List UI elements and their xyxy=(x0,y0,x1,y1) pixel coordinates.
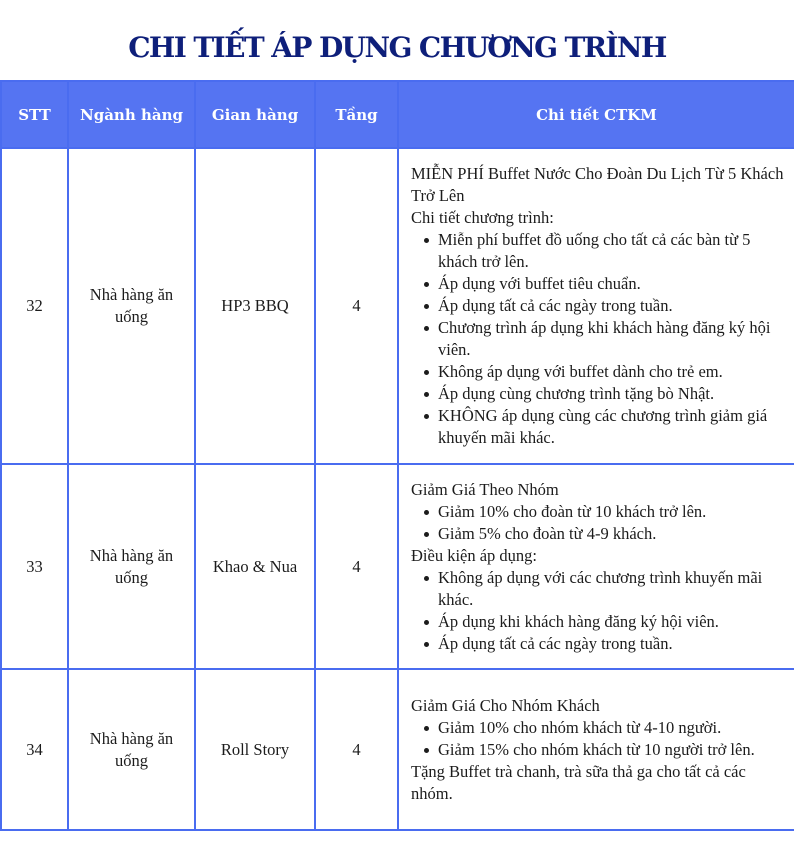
detail-bullet: Áp dụng tất cả các ngày trong tuần. xyxy=(411,295,784,317)
category-cell: Nhà hàng ăn uống xyxy=(68,148,195,464)
detail-bullet: Áp dụng tất cả các ngày trong tuần. xyxy=(411,633,784,655)
table-row xyxy=(1,464,794,669)
detail-subheading: Điều kiện áp dụng: xyxy=(411,545,538,565)
floor-cell: 4 xyxy=(315,464,398,669)
header-detail: Chi tiết CTKM xyxy=(398,81,794,148)
header-stt: STT xyxy=(1,81,68,148)
detail-bullet: Áp dụng với buffet tiêu chuẩn. xyxy=(411,273,784,295)
detail-heading: Giảm Giá Cho Nhóm Khách xyxy=(411,695,600,715)
category-cell: Nhà hàng ăn uống xyxy=(68,669,195,830)
detail-heading: Giảm Giá Theo Nhóm xyxy=(411,479,559,499)
detail-bullet-list xyxy=(411,717,784,761)
detail-footer: Tặng Buffet trà chanh, trà sữa thả ga cho tất cả các nhóm. xyxy=(411,761,746,803)
detail-bullet: Không áp dụng với các chương trình khuyến mãi khác. xyxy=(411,567,784,611)
detail-cell xyxy=(398,148,794,464)
floor-cell: 4 xyxy=(315,148,398,464)
detail-heading: MIỄN PHÍ Buffet Nước Cho Đoàn Du Lịch Từ 5 Khách Trở Lên xyxy=(411,164,784,205)
detail-bullet-list xyxy=(411,501,784,545)
detail-cell xyxy=(398,464,794,669)
detail-bullet: KHÔNG áp dụng cùng các chương trình giảm giá khuyến mãi khác. xyxy=(411,405,784,449)
table-row xyxy=(1,669,794,830)
stt-cell: 33 xyxy=(1,464,68,669)
store-cell: HP3 BBQ xyxy=(195,148,315,464)
header-store: Gian hàng xyxy=(195,81,315,148)
detail-bullet-list xyxy=(411,567,784,655)
stt-cell: 34 xyxy=(1,669,68,830)
header-category: Ngành hàng xyxy=(68,81,195,148)
detail-bullet: Giảm 10% cho nhóm khách từ 4-10 người. xyxy=(411,717,784,739)
detail-bullet: Giảm 10% cho đoàn từ 10 khách trở lên. xyxy=(411,501,784,523)
category-cell: Nhà hàng ăn uống xyxy=(68,464,195,669)
header-floor: Tầng xyxy=(315,81,398,148)
detail-bullet: Giảm 15% cho nhóm khách từ 10 người trở lên. xyxy=(411,739,784,761)
detail-bullet: Không áp dụng với buffet dành cho trẻ em. xyxy=(411,361,784,383)
table-header-row xyxy=(1,81,794,148)
stt-cell: 32 xyxy=(1,148,68,464)
table-row xyxy=(1,148,794,464)
store-cell: Khao & Nua xyxy=(195,464,315,669)
detail-bullet-list xyxy=(411,229,784,449)
detail-bullet: Giảm 5% cho đoàn từ 4-9 khách. xyxy=(411,523,784,545)
detail-subheading: Chi tiết chương trình: xyxy=(411,208,554,227)
detail-bullet: Chương trình áp dụng khi khách hàng đăng ký hội viên. xyxy=(411,317,784,361)
store-cell: Roll Story xyxy=(195,669,315,830)
page-title: CHI TIẾT ÁP DỤNG CHƯƠNG TRÌNH xyxy=(128,31,666,64)
detail-bullet: Áp dụng cùng chương trình tặng bò Nhật. xyxy=(411,383,784,405)
floor-cell: 4 xyxy=(315,669,398,830)
detail-bullet: Miễn phí buffet đồ uống cho tất cả các bàn từ 5 khách trở lên. xyxy=(411,229,784,273)
detail-bullet: Áp dụng khi khách hàng đăng ký hội viên. xyxy=(411,611,784,633)
detail-cell xyxy=(398,669,794,830)
promotion-table xyxy=(0,80,794,831)
